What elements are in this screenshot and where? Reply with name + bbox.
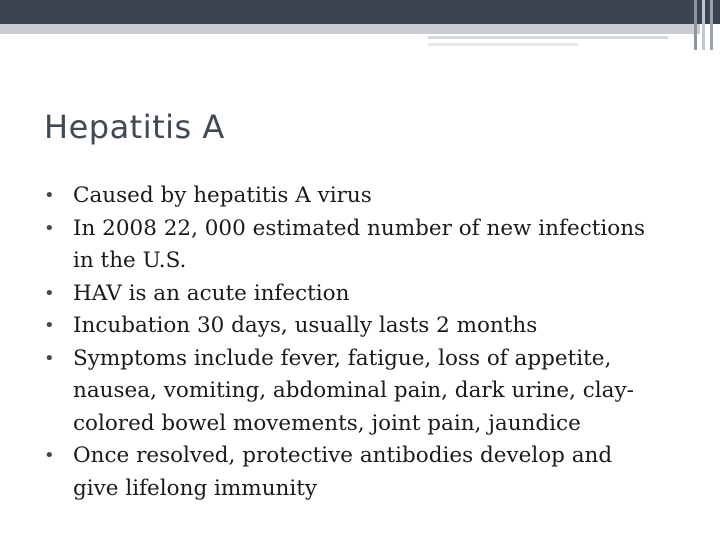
bullet-item: • HAV is an acute infection <box>44 278 664 311</box>
decorative-bar <box>694 0 697 50</box>
slide-title: Hepatitis A <box>44 108 225 146</box>
top-decorative-line <box>428 36 668 39</box>
top-decorative-line <box>428 43 578 46</box>
top-decorative-band-light <box>0 24 700 34</box>
bullet-item: • Symptoms include fever, fatigue, loss of appetite, nausea, vomiting, abdominal pain, dark urine, clay-colored bowel movements, joint pain, jaundice <box>44 343 664 441</box>
bullet-item: • Incubation 30 days, usually lasts 2 months <box>44 310 664 343</box>
bullet-item: • Once resolved, protective antibodies develop and give lifelong immunity <box>44 440 664 505</box>
bullet-item: • Caused by hepatitis A virus <box>44 180 664 213</box>
decorative-bar <box>710 0 713 50</box>
decorative-bar <box>702 0 705 50</box>
corner-decorative-bars <box>694 0 720 50</box>
bullet-item: • In 2008 22, 000 estimated number of new infections in the U.S. <box>44 213 664 278</box>
top-decorative-band <box>0 0 720 24</box>
bullet-list <box>44 180 664 505</box>
